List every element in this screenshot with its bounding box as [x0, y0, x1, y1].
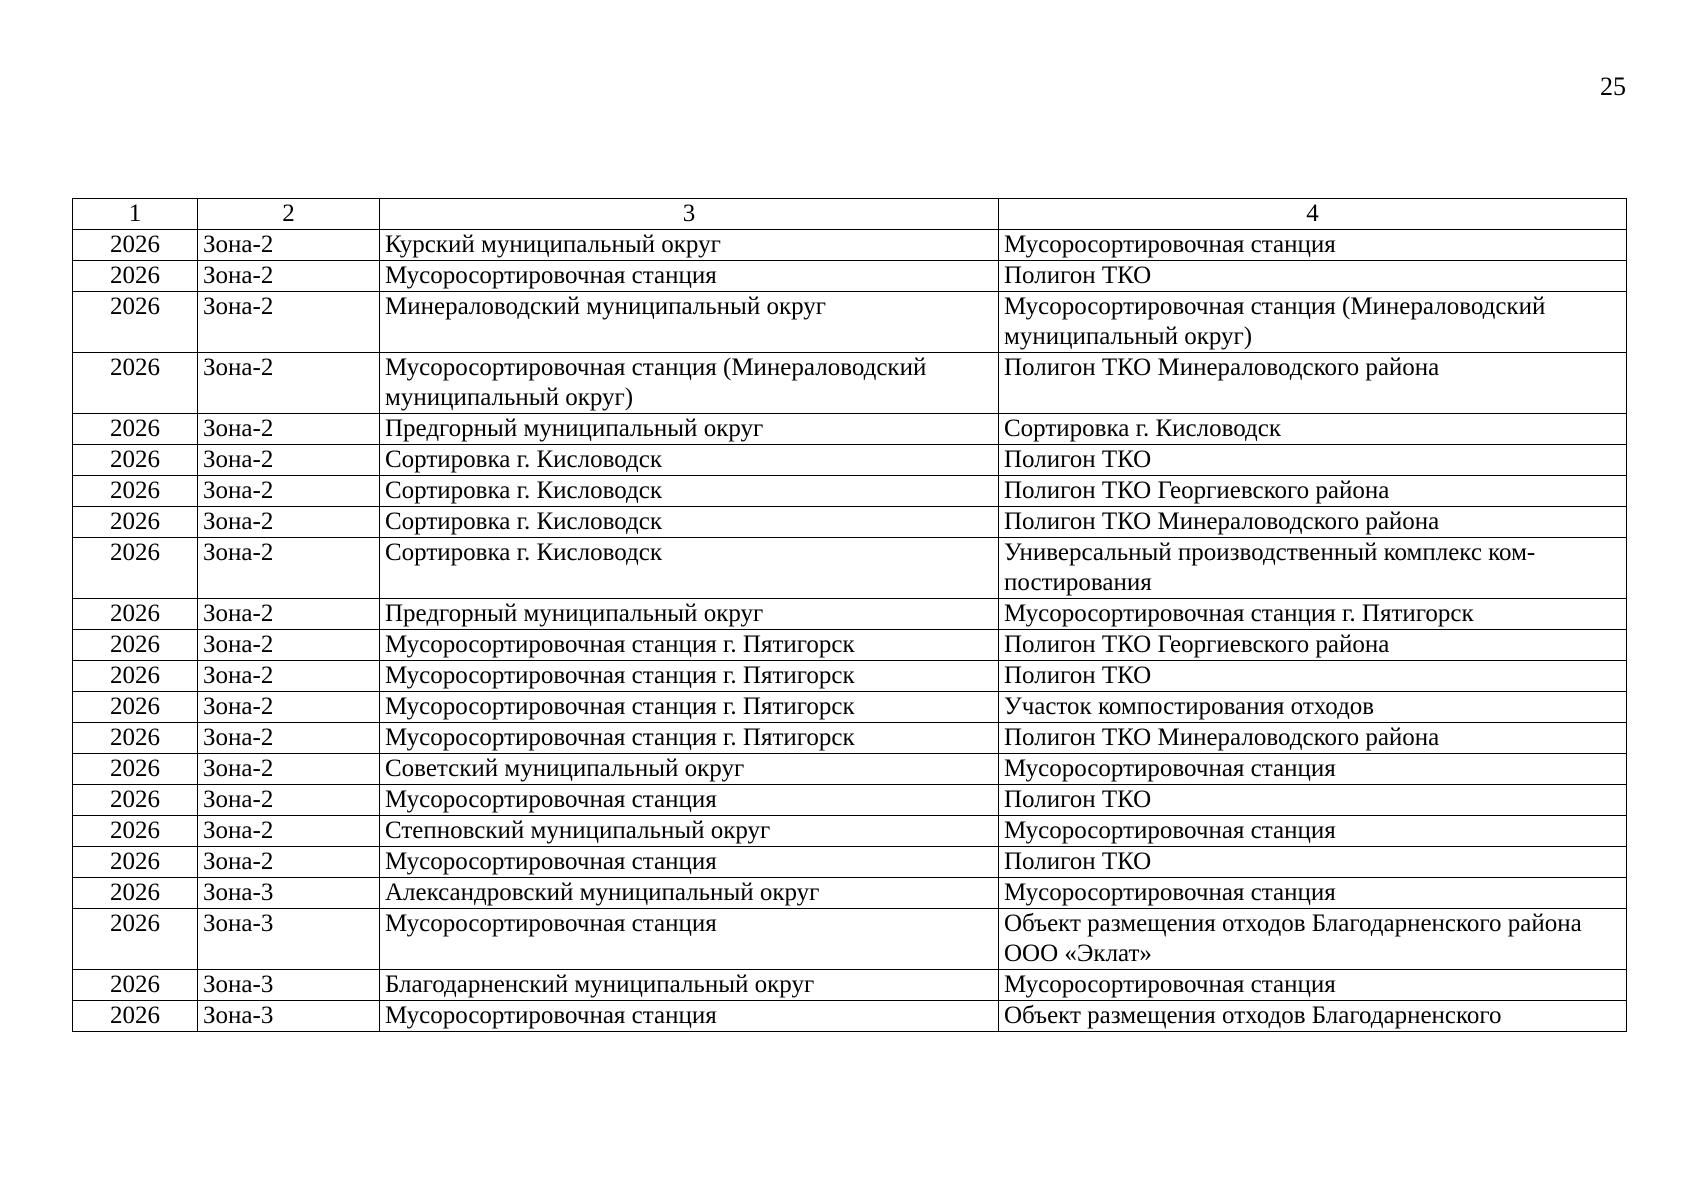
zone-cell: Зона-2 [198, 292, 380, 353]
source-cell: Минераловодский муниципальный округ [380, 292, 999, 353]
source-cell: Мусоросортировочная станция [380, 1001, 999, 1032]
year-cell: 2026 [73, 785, 198, 816]
destination-cell: Мусоросортировочная станция [999, 878, 1627, 909]
destination-cell: Мусоросортировочная станция [999, 816, 1627, 847]
year-cell: 2026 [73, 476, 198, 507]
table-row [73, 507, 1627, 538]
table-row [73, 970, 1627, 1001]
source-cell: Сортировка г. Кисловодск [380, 445, 999, 476]
zone-cell: Зона-2 [198, 599, 380, 630]
source-cell: Мусоросортировочная станция [380, 847, 999, 878]
table-row [73, 754, 1627, 785]
table-row [73, 630, 1627, 661]
year-cell: 2026 [73, 599, 198, 630]
table-row [73, 599, 1627, 630]
zone-cell: Зона-3 [198, 878, 380, 909]
destination-cell: Участок компостирования отходов [999, 692, 1627, 723]
year-cell: 2026 [73, 754, 198, 785]
source-cell: Советский муниципальный округ [380, 754, 999, 785]
year-cell: 2026 [73, 630, 198, 661]
source-cell: Мусоросортировочная станция [380, 909, 999, 970]
zone-cell: Зона-2 [198, 476, 380, 507]
destination-cell: Полигон ТКО Минераловодского района [999, 723, 1627, 754]
table-header-row [73, 199, 1627, 230]
zone-cell: Зона-2 [198, 754, 380, 785]
zone-cell: Зона-3 [198, 970, 380, 1001]
table-row [73, 292, 1627, 353]
destination-cell: Мусоросортировочная станция г. Пятигорск [999, 599, 1627, 630]
table-row [73, 476, 1627, 507]
zone-cell: Зона-3 [198, 1001, 380, 1032]
destination-cell: Полигон ТКО Минераловодского района [999, 353, 1627, 414]
destination-cell: Мусоросортировочная станция [999, 970, 1627, 1001]
destination-cell: Полигон ТКО Минераловодского района [999, 507, 1627, 538]
source-cell: Благодарненский муниципальный округ [380, 970, 999, 1001]
table-row [73, 414, 1627, 445]
source-cell: Мусоросортировочная станция г. Пятигорск [380, 661, 999, 692]
table-row [73, 723, 1627, 754]
table-row [73, 692, 1627, 723]
year-cell: 2026 [73, 507, 198, 538]
source-cell: Мусоросортировочная станция (Минераловодский муниципальный округ) [380, 353, 999, 414]
table-row [73, 538, 1627, 599]
year-cell: 2026 [73, 661, 198, 692]
source-cell: Сортировка г. Кисловодск [380, 538, 999, 599]
column-header: 3 [380, 199, 999, 230]
zone-cell: Зона-2 [198, 816, 380, 847]
destination-cell: Полигон ТКО [999, 847, 1627, 878]
source-cell: Александровский муниципальный округ [380, 878, 999, 909]
source-cell: Степновский муниципальный округ [380, 816, 999, 847]
column-header: 4 [999, 199, 1627, 230]
table-row [73, 261, 1627, 292]
source-cell: Курский муниципальный округ [380, 230, 999, 261]
source-cell: Предгорный муниципальный округ [380, 599, 999, 630]
zone-cell: Зона-3 [198, 909, 380, 970]
year-cell: 2026 [73, 970, 198, 1001]
source-cell: Мусоросортировочная станция г. Пятигорск [380, 630, 999, 661]
destination-cell: Полигон ТКО [999, 261, 1627, 292]
source-cell: Мусоросортировочная станция г. Пятигорск [380, 692, 999, 723]
zone-cell: Зона-2 [198, 692, 380, 723]
column-header: 2 [198, 199, 380, 230]
table-row [73, 661, 1627, 692]
year-cell: 2026 [73, 261, 198, 292]
source-cell: Сортировка г. Кисловодск [380, 507, 999, 538]
year-cell: 2026 [73, 353, 198, 414]
zone-cell: Зона-2 [198, 723, 380, 754]
destination-cell: Сортировка г. Кисловодск [999, 414, 1627, 445]
table-row [73, 445, 1627, 476]
destination-cell: Мусоросортировочная станция (Минераловодский муниципальный округ) [999, 292, 1627, 353]
year-cell: 2026 [73, 230, 198, 261]
year-cell: 2026 [73, 292, 198, 353]
destination-cell: Объект размещения отходов Благодарненского [999, 1001, 1627, 1032]
source-cell: Сортировка г. Кисловодск [380, 476, 999, 507]
zone-cell: Зона-2 [198, 630, 380, 661]
table-row [73, 909, 1627, 970]
source-cell: Мусоросортировочная станция г. Пятигорск [380, 723, 999, 754]
column-header: 1 [73, 199, 198, 230]
table-row [73, 785, 1627, 816]
page-number: 25 [1600, 72, 1626, 101]
zone-cell: Зона-2 [198, 785, 380, 816]
destination-cell: Полигон ТКО [999, 661, 1627, 692]
year-cell: 2026 [73, 816, 198, 847]
year-cell: 2026 [73, 1001, 198, 1032]
destination-cell: Полигон ТКО Георгиевского района [999, 630, 1627, 661]
destination-cell: Объект размещения отходов Благодарненского района ООО «Эклат» [999, 909, 1627, 970]
zone-cell: Зона-2 [198, 661, 380, 692]
source-cell: Мусоросортировочная станция [380, 261, 999, 292]
table-row [73, 816, 1627, 847]
year-cell: 2026 [73, 692, 198, 723]
year-cell: 2026 [73, 909, 198, 970]
destination-cell: Универсальный производственный комплекс ком-постирования [999, 538, 1627, 599]
year-cell: 2026 [73, 723, 198, 754]
year-cell: 2026 [73, 414, 198, 445]
zone-cell: Зона-2 [198, 353, 380, 414]
zone-cell: Зона-2 [198, 445, 380, 476]
source-cell: Предгорный муниципальный округ [380, 414, 999, 445]
table-row [73, 230, 1627, 261]
destination-cell: Полигон ТКО [999, 445, 1627, 476]
year-cell: 2026 [73, 847, 198, 878]
year-cell: 2026 [73, 445, 198, 476]
destination-cell: Мусоросортировочная станция [999, 754, 1627, 785]
zone-cell: Зона-2 [198, 538, 380, 599]
destination-cell: Мусоросортировочная станция [999, 230, 1627, 261]
table-row [73, 353, 1627, 414]
table-row [73, 878, 1627, 909]
table-row [73, 847, 1627, 878]
zone-cell: Зона-2 [198, 230, 380, 261]
source-cell: Мусоросортировочная станция [380, 785, 999, 816]
destination-cell: Полигон ТКО Георгиевского района [999, 476, 1627, 507]
zone-cell: Зона-2 [198, 507, 380, 538]
zone-cell: Зона-2 [198, 847, 380, 878]
year-cell: 2026 [73, 878, 198, 909]
table-row [73, 1001, 1627, 1032]
zone-cell: Зона-2 [198, 261, 380, 292]
zone-cell: Зона-2 [198, 414, 380, 445]
table-body [73, 230, 1627, 1032]
routes-table [72, 198, 1627, 1032]
year-cell: 2026 [73, 538, 198, 599]
destination-cell: Полигон ТКО [999, 785, 1627, 816]
